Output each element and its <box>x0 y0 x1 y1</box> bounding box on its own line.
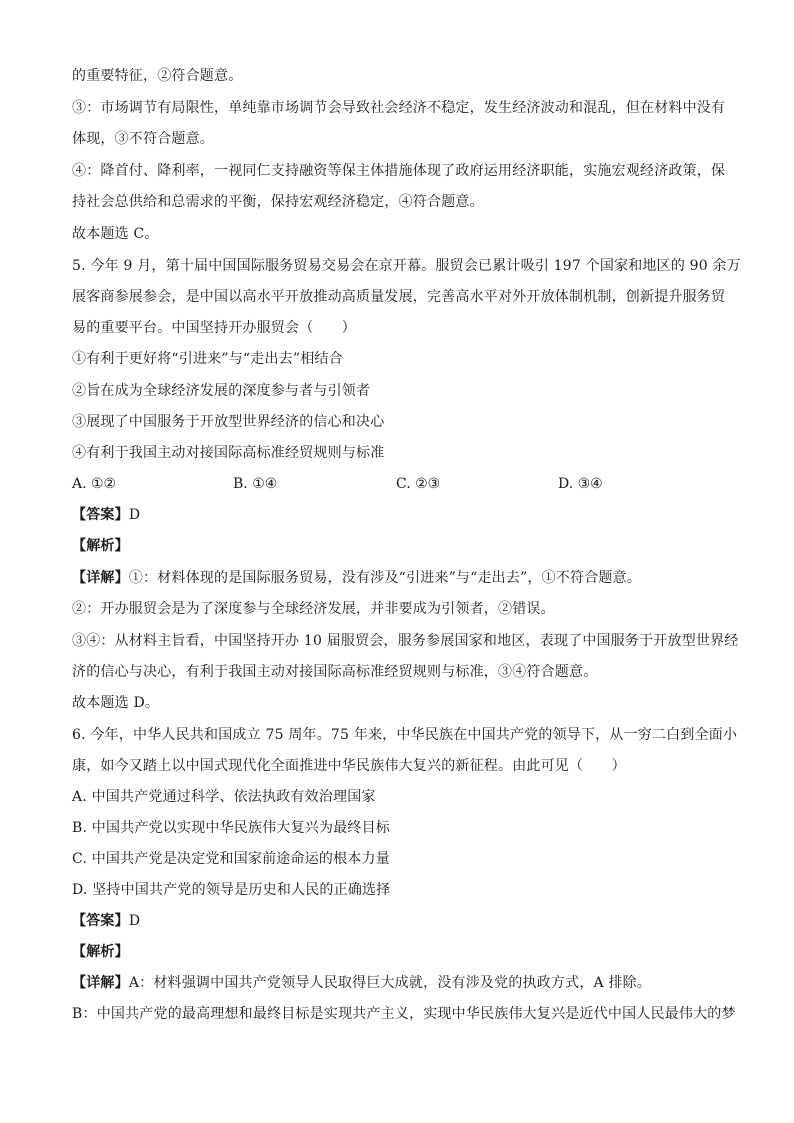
text-line: 展客商参展参会，是中国以高水平开放推动高质量发展，完善高水平对外开放体制机制，创新提升服务贸 <box>72 289 726 305</box>
q5-conclusion: 故本题选 D。 <box>72 695 160 711</box>
text-line: 易的重要平台。中国坚持开办服贸会（ ） <box>72 320 356 336</box>
text-line: ③：市场调节有局限性，单纯靠市场调节会导致社会经济不稳定，发生经济波动和混乱，但在材料中没有 <box>72 100 726 116</box>
q5-analysis-heading: 【解析】 <box>72 538 129 554</box>
detail-label: 【详解】 <box>72 570 129 586</box>
q6-option-a: A. 中国共产党通过科学、依法执政有效治理国家 <box>72 789 376 805</box>
q5-option-d: D. ③④ <box>558 476 603 492</box>
q5-option-c: C. ②③ <box>396 476 441 492</box>
q6-option-d: D. 坚持中国共产党的领导是历史和人民的正确选择 <box>72 882 391 898</box>
q6-detail-line-2: B：中国共产党的最高理想和最终目标是实现共产主义，实现中华民族伟大复兴是近代中国人民最伟大的梦 <box>72 1006 736 1022</box>
text-line: ①有利于更好将“引进来”与“走出去”相结合 <box>72 351 343 367</box>
q6-option-b: B. 中国共产党以实现中华民族伟大复兴为最终目标 <box>72 820 390 836</box>
answer-label: 【答案】 <box>72 507 129 523</box>
text-line: 体现，③不符合题意。 <box>72 131 214 147</box>
q6-stem-line-2: 康，如今又踏上以中国式现代化全面推进中华民族伟大复兴的新征程。由此可见（ ） <box>72 758 626 774</box>
text-line: ④有利于我国主动对接国际高标准经贸规则与标准 <box>72 445 385 461</box>
answer-value: D <box>128 507 141 523</box>
detail-label: 【详解】 <box>72 975 129 991</box>
q5-detail-line-4: 济的信心与决心，有利于我国主动对接国际高标准经贸规则与标准，③④符合题意。 <box>72 664 598 680</box>
text-line: ②旨在成为全球经济发展的深度参与者与引领者 <box>72 383 371 399</box>
q6-answer-line <box>72 911 140 931</box>
q6-stem-line-1: 6. 今年，中华人民共和国成立 75 周年。75 年来，中华民族在中国共产党的领导下，从一穷二白到全面小 <box>72 727 738 743</box>
q5-option-b: B. ①④ <box>233 476 278 492</box>
q6-option-c: C. 中国共产党是决定党和国家前途命运的根本力量 <box>72 851 390 867</box>
q6-analysis-heading: 【解析】 <box>72 944 129 960</box>
text-line: 持社会总供给和总需求的平衡，保持宏观经济稳定，④符合题意。 <box>72 194 484 210</box>
q5-option-a: A. ①② <box>72 476 117 492</box>
q5-detail-line-2: ②：开办服贸会是为了深度参与全球经济发展，并非要成为引领者，②错误。 <box>72 601 555 617</box>
text-line: 故本题选 C。 <box>72 226 159 242</box>
q5-detail-line-3: ③④：从材料主旨看，中国坚持开办 10 届服贸会，服务参展国家和地区，表现了中国服务于开放型世界经 <box>72 633 739 649</box>
q6-detail-line-1: 【详解】A：材料强调中国共产党领导人民取得巨大成就，没有涉及党的执政方式，A 排除。 <box>72 975 652 991</box>
text-line: 的重要特征，②符合题意。 <box>72 68 243 84</box>
q5-detail-line-1: 【详解】①：材料体现的是国际服务贸易，没有涉及“引进来”与“走出去”，①不符合题意。 <box>72 570 642 586</box>
text-line: ④：降首付、降利率，一视同仁支持融资等保主体措施体现了政府运用经济职能，实施宏观经济政策，保 <box>72 163 726 179</box>
text-line: ③展现了中国服务于开放型世界经济的信心和决心 <box>72 414 385 430</box>
text-line: 5. 今年 9 月，第十届中国国际服务贸易交易会在京开幕。服贸会已累计吸引 197 个国家和地区的 90 余万 <box>72 258 741 274</box>
q5-answer-line <box>72 505 140 525</box>
answer-value: D <box>128 913 141 929</box>
answer-label: 【答案】 <box>72 913 129 929</box>
